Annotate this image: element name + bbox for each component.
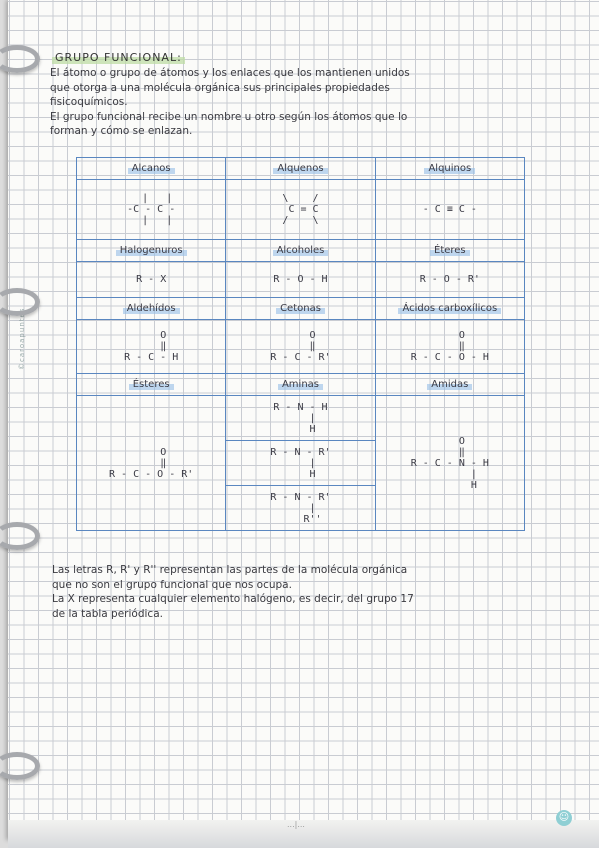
notes-line: La X representa cualquier elemento halógeno, es decir, del grupo 17 xyxy=(52,593,414,605)
header-aldehidos: Aldehídos xyxy=(123,303,180,314)
formula-acidos-carboxilicos: O ‖ R - C - O - H xyxy=(410,330,489,363)
header-cell xyxy=(226,374,375,396)
formula-alcoholes: R - O - H xyxy=(273,274,328,285)
footer-mark: ...|... xyxy=(287,820,305,829)
amine-variant xyxy=(226,441,374,486)
smiley-logo-icon: ☺ xyxy=(556,810,572,826)
notes-line: que no son el grupo funcional que nos ocupa. xyxy=(52,578,292,591)
header-cell xyxy=(77,374,226,396)
header-esteres: Ésteres xyxy=(129,379,174,390)
notes-paragraph xyxy=(52,563,414,621)
formula-alquinos: - C ≡ C - xyxy=(422,204,477,215)
header-cell xyxy=(77,158,226,180)
formula-eteres: R - O - R' xyxy=(419,274,480,285)
notes-line: Las letras R, R' y R'' representan las partes de la molécula orgánica xyxy=(52,564,408,576)
intro-line: fisicoquímicos. xyxy=(50,96,128,108)
header-alcanos: Alcanos xyxy=(128,163,175,174)
formula-cell xyxy=(77,262,226,298)
intro-line: El grupo funcional recibe un nombre u otro según los átomos que lo xyxy=(50,110,408,123)
header-cell xyxy=(226,298,375,320)
formula-cell xyxy=(77,180,226,240)
formula-cetonas: O ‖ R - C - R' xyxy=(270,330,331,363)
formula-alcanos: | | -C - C - | | xyxy=(127,193,176,226)
formula-cell xyxy=(77,396,226,531)
functional-groups-table xyxy=(76,157,525,531)
formula-amina-primaria: R - N - H | H xyxy=(273,401,328,435)
header-cell xyxy=(375,374,524,396)
header-halogenuros: Halogenuros xyxy=(116,245,187,256)
formula-cell xyxy=(226,320,375,374)
header-cell xyxy=(77,240,226,262)
amine-variant xyxy=(226,486,374,530)
intro-line: forman y cómo se enlazan. xyxy=(50,125,193,137)
formula-cell xyxy=(375,396,524,531)
header-cell xyxy=(375,298,524,320)
notes-line: de la tabla periódica. xyxy=(52,607,163,620)
intro-line: El átomo o grupo de átomos y los enlaces que los mantienen unidos xyxy=(50,67,410,79)
header-amidas: Amidas xyxy=(427,379,472,390)
formula-cell xyxy=(375,180,524,240)
formula-esteres: O ‖ R - C - O - R' xyxy=(109,446,194,480)
formula-cell xyxy=(77,320,226,374)
formula-cell xyxy=(226,180,375,240)
header-alcoholes: Alcoholes xyxy=(273,245,329,256)
aminas-cell xyxy=(226,396,375,531)
formula-cell xyxy=(226,262,375,298)
header-alquenos: Alquenos xyxy=(273,163,327,174)
header-cell xyxy=(226,240,375,262)
formula-cell xyxy=(375,262,524,298)
formula-amina-terciaria: R - N - R' | R'' xyxy=(270,491,331,525)
header-alquinos: Alquinos xyxy=(424,163,475,174)
header-cetonas: Cetonas xyxy=(276,303,325,314)
header-acidos-carboxilicos: Ácidos carboxílicos xyxy=(398,303,501,314)
header-aminas: Aminas xyxy=(278,379,323,390)
header-eteres: Éteres xyxy=(430,245,470,256)
formula-halogenuros: R - X xyxy=(136,274,167,285)
header-cell xyxy=(375,240,524,262)
header-cell xyxy=(226,158,375,180)
formula-aldehidos: O ‖ R - C - H xyxy=(124,330,179,363)
intro-paragraph xyxy=(50,66,410,139)
header-cell xyxy=(77,298,226,320)
page-title: GRUPO FUNCIONAL: xyxy=(52,51,185,64)
formula-cell xyxy=(375,320,524,374)
header-cell xyxy=(375,158,524,180)
formula-amidas: O ‖ R - C - N - H | H xyxy=(410,435,489,491)
intro-line: que otorga a una molécula orgánica sus principales propiedades xyxy=(50,81,390,94)
formula-alquenos: \ / C = C / \ xyxy=(282,193,319,226)
formula-amina-secundaria: R - N - R' | H xyxy=(270,446,331,480)
amine-variant xyxy=(226,396,374,441)
brand-watermark: ©caroapuntes xyxy=(18,307,26,370)
